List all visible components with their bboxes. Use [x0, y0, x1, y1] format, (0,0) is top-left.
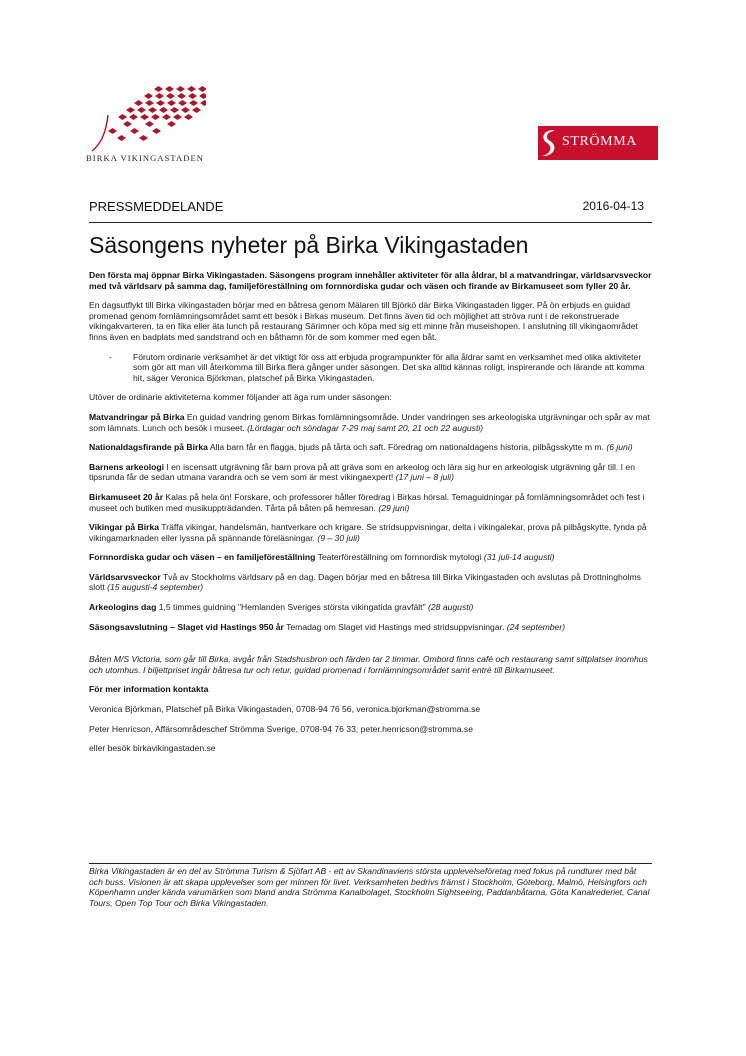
event-title: Nationaldagsfirande på Birka	[89, 442, 208, 453]
logo-diamond	[156, 100, 165, 106]
event-text: Två av Stockholms världsarv på en dag. Dagen börjar med en båtresa till Birka Vikingastaden och avslutas på Drottningholms slott	[89, 571, 641, 593]
event-date: (9 – 30 juli)	[317, 532, 360, 543]
event-text: 1,5 timmes guidning "Hemlanden Sveriges största vikingatida gravfält"	[156, 602, 429, 613]
logo-diamond	[139, 135, 148, 141]
logo-diamond	[117, 135, 126, 141]
quote-block	[89, 352, 652, 384]
logo-stroke	[92, 115, 108, 151]
event-title: Matvandringar på Birka	[89, 411, 185, 422]
press-header-row	[89, 199, 644, 217]
logo-diamond	[162, 114, 171, 120]
event-text: Teaterföreställning om fornnordisk mytologi	[315, 552, 484, 563]
logo-diamond	[188, 93, 197, 99]
event-text: I en iscensatt utgrävning får barn prova på att gräva som en arkeolog och lära sig hur en arkeologisk utgrävning går till. I en tipsrunda får de sedan utmana varandra och se vem som är mest vikingaexpert!	[89, 461, 635, 483]
event-text: Temadag om Slaget vid Hastings med stridsuppvisningar.	[283, 621, 507, 632]
quote-text: Förutom ordinarie verksamhet är det viktigt för oss att erbjuda programpunkter för alla åldrar samt en verksamhet med olika aktiviteter som gör att man vill återkomma till Birka flera gånger under säsongen. Det ska alltid kännas roligt, inspirerande och lärande att komma hit, säger Veronica Björkman, platschef på Birka Vikingastaden.	[133, 351, 645, 383]
event-text: En guidad vandring genom Birkas fornlämningsområde. Under vandringen ses arkeologiska utgrävningar och spår av mat som lämnats. Lunch och besök i museet.	[89, 411, 650, 433]
logo-diamond	[173, 114, 182, 120]
event-text: Alla barn får en flagga, bjuds på tårta och saft. Föredrag om nationaldagens historia, pilbågsskytte m m.	[207, 442, 607, 453]
logo-diamond	[184, 114, 193, 120]
logo-diamond	[130, 128, 139, 134]
contact-line: eller besök birkavikingastaden.se	[89, 743, 216, 754]
press-label: PRESSMEDDELANDE	[89, 199, 224, 214]
logo-diamond	[187, 86, 196, 92]
event-title: Vikingar på Birka	[89, 522, 160, 533]
logo-diamond	[144, 93, 153, 99]
logo-diamond	[145, 100, 154, 106]
event-date: (15 augusti-4 september)	[107, 582, 204, 593]
stromma-logo-text: STRÖMMA	[562, 134, 637, 149]
lead-paragraph: Den första maj öppnar Birka Vikingastaden. Säsongens program innehåller aktiviteter för alla åldrar, bl a matvandringar, världsarvsveckor med två världsarv på samma dag, familjeföreställning om fornnordiska gudar och väsen och firande av Birkamuseet som fyller 20 år.	[89, 270, 652, 291]
event-text: Kalas på hela ön! Forskare, och professorer håller föredrag i Birkas hörsal. Temaguidningar på fornlämningsområdet och fest i museet och butiken med musikuppträdanden. Tårta på båten på hemresan.	[89, 491, 645, 513]
birka-logo-text: BIRKA VIKINGASTADEN	[86, 153, 205, 163]
logo-diamond	[199, 93, 206, 99]
logo-diamond	[198, 86, 206, 92]
logo-diamond	[137, 107, 146, 113]
logo-diamond	[129, 114, 138, 120]
logo-diamond	[140, 114, 149, 120]
event-text: Träffa vikingar, handelsmän, hantverkare och krigare. Se stridsuppvisningar, delta i vikingalekar, prova på pilbågskytte, fynda på vikingamarknaden eller lyssna på spännande föreläsningar.	[89, 522, 647, 543]
logo-diamond	[152, 128, 161, 134]
header-divider	[89, 222, 652, 223]
event-item	[89, 492, 652, 513]
event-title: Världsarvsveckor	[89, 571, 161, 582]
logo-diamond	[118, 114, 127, 120]
event-date: (6 juni)	[606, 442, 633, 453]
event-item	[89, 622, 652, 633]
boat-note: Båten M/S Victoria, som går till Birka, avgår från Stadshusbron och färden tar 2 timmar. Ombord finns café och restaurang samt sittplatser inomhus och utomhus. I biljettpriset ingår båtresa tur och retur, guidad promenad i fornlämningsområdet samt entré till Birkamuseet.	[89, 654, 648, 675]
logo-diamond	[154, 86, 163, 92]
company-footer: Birka Vikingastaden är en del av Strömma Turism & Sjöfart AB - ett av Skandinaviens största upplevelseföretag med fokus på rundturer med båt och buss. Visionen är att skapa upplevelser som ger minnen för livet. Verksamheten bedrivs främst i Stockholm, Göteborg, Malmö, Helsingfors och Köpenhamn under kända varumärken som bland andra Strömma Kanalbolaget, Stockholm Sightseeing, Paddanbåtarna, Göta Kanalrederiet, Canal Tours, Open Top Tour och Birka Vikingastaden.	[89, 866, 650, 908]
event-title: Arkeologins dag	[89, 602, 157, 613]
event-title: Barnens arkeologi	[89, 461, 164, 472]
logo-diamond	[108, 128, 117, 134]
event-date: (Lördagar och söndagar 7-29 maj samt 20, 21 och 22 augusti)	[247, 422, 484, 433]
logo-diamond	[148, 107, 157, 113]
logo-diamond	[177, 93, 186, 99]
stromma-s-icon	[538, 126, 560, 160]
event-item	[89, 602, 652, 613]
logo-diamond	[123, 121, 132, 127]
contact-line: Peter Henricson, Affärsområdeschef Strömma Sverige, 0708-94 76 33, peter.henricson@stromma.se	[89, 723, 474, 734]
event-date: (24 september)	[506, 621, 566, 632]
event-item	[89, 442, 652, 453]
logo-diamond	[126, 107, 135, 113]
event-date: (29 juni)	[378, 502, 410, 513]
event-date: (28 augusti)	[428, 602, 474, 613]
logo-diamond	[181, 107, 190, 113]
logo-diamond	[151, 114, 160, 120]
logo-diamond	[159, 107, 168, 113]
event-date: (17 juni – 8 juli)	[395, 472, 454, 483]
event-title: Fornnordiska gudar och väsen – en familjeföreställning	[89, 552, 316, 563]
contact-block	[89, 684, 652, 753]
event-item	[89, 522, 652, 543]
logo-diamond	[176, 86, 185, 92]
quote-dash: -	[109, 351, 112, 362]
logo-diamond	[200, 100, 206, 106]
events-intro: Utöver de ordinarie aktiviteterna kommer följander att äga rum under säsongen:	[89, 392, 392, 403]
event-date: (31 juli-14 augusti)	[483, 552, 555, 563]
logo-diamond	[167, 100, 176, 106]
contact-line: Veronica Björkman, Platschef på Birka Vikingastaden, 0708-94 76 56, veronica.bjorkman@stromma.se	[89, 704, 481, 715]
event-item	[89, 552, 652, 563]
logo-diamond	[145, 121, 154, 127]
logo-diamond	[189, 100, 198, 106]
logo-diamond	[166, 93, 175, 99]
press-date: 2016-04-13	[582, 199, 644, 213]
logo-diamond	[165, 86, 174, 92]
logo-diamond	[170, 107, 179, 113]
logo-diamond	[155, 93, 164, 99]
intro-paragraph: En dagsutflykt till Birka vikingastaden börjar med en båtresa genom Mälaren till Björkö där Birka Vikingastaden ligger. På ön erbjuds en guidad promenad genom fornlämningsområdet samt ett besök i Birkas museum. Det finns även tid och möjlighet att ströva runt i de rekonstruerade vikingakvarteren, ta en fika eller äta lunch på restaurang Särimner och köpa med sig ett minne från museishopen. I anslutning till vikingaområdet finns även en badplats med sandstrand och en båthamn för de som kommer med egen båt.	[89, 300, 638, 342]
footer-divider	[89, 863, 652, 864]
logo-diamond	[192, 107, 201, 113]
event-item	[89, 572, 652, 593]
event-item	[89, 412, 652, 433]
contact-title: För mer information kontakta	[89, 684, 209, 695]
event-item	[89, 462, 652, 483]
logo-diamond	[134, 100, 143, 106]
logo-diamond	[178, 100, 187, 106]
event-title: Birkamuseet 20 år	[89, 491, 164, 502]
page-title: Säsongens nyheter på Birka Vikingastaden	[89, 232, 529, 258]
logo-diamond	[167, 121, 176, 127]
event-title: Säsongsavslutning – Slaget vid Hastings 950 år	[89, 621, 284, 632]
stromma-logo	[538, 126, 658, 160]
article-body	[89, 270, 652, 763]
